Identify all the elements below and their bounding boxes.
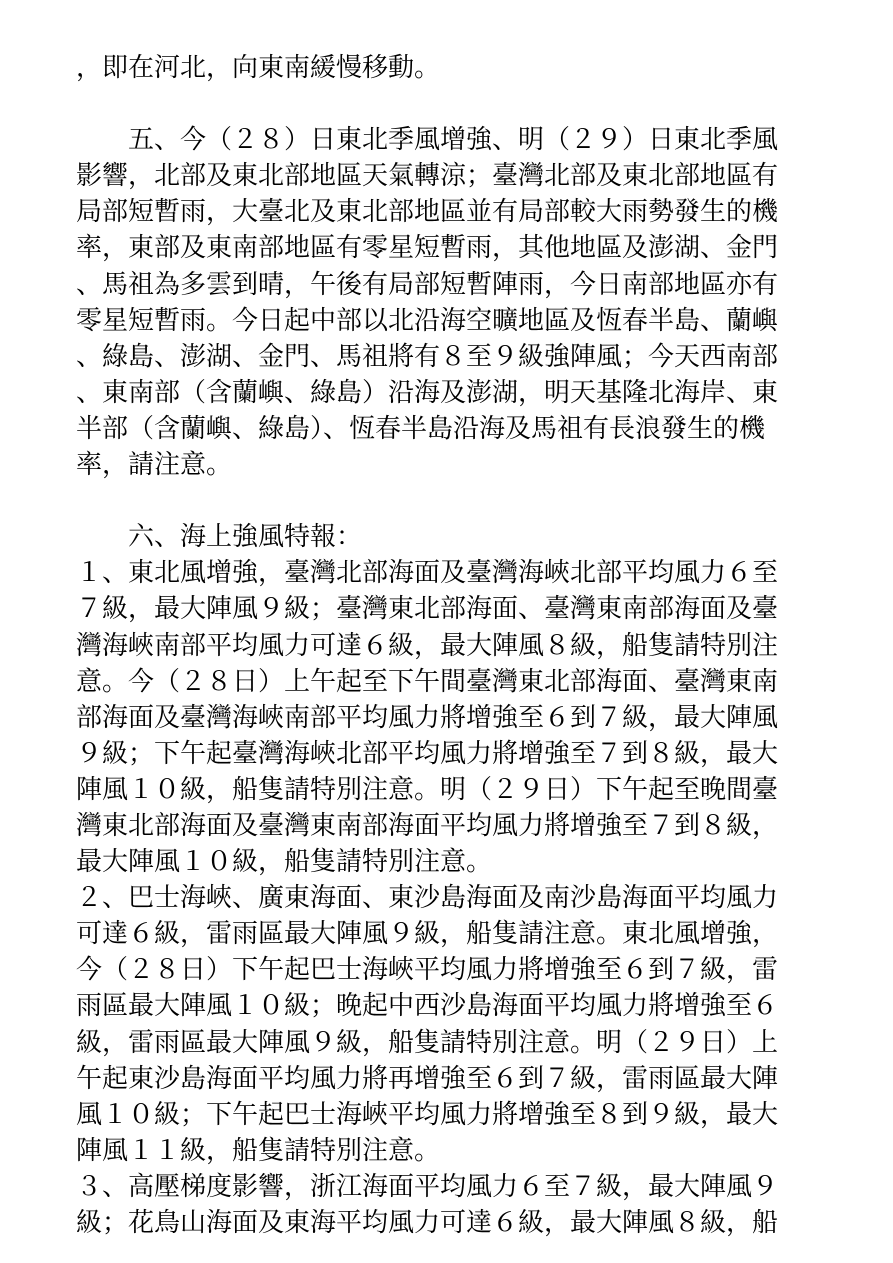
text-line: 局部短暫雨，大臺北及東北部地區並有局部較大雨勢發生的機 [76,197,779,228]
text-line: 雨區最大陣風１０級；晚起中西沙島海面平均風力將增強至６ [76,991,779,1022]
text-line: 率，請注意。 [76,450,233,481]
paragraph-gap [76,483,808,519]
text-line: ７級，最大陣風９級；臺灣東北部海面、臺灣東南部海面及臺 [76,594,779,625]
text-line: 意。今（２８日）上午起至下午間臺灣東北部海面、臺灣東南 [76,666,779,697]
text-line: 六、海上強風特報： [76,522,363,553]
text-line: 影響，北部及東北部地區天氣轉涼；臺灣北部及東北部地區有 [76,161,779,192]
text-line: ３、高壓梯度影響，浙江海面平均風力６至７級，最大陣風９ [76,1171,779,1202]
text-line: 率，東部及東南部地區有零星短暫雨，其他地區及澎湖、金門 [76,233,779,264]
text-line: 、綠島、澎湖、金門、馬祖將有８至９級強陣風；今天西南部 [76,341,779,372]
text-line: 午起東沙島海面平均風力將再增強至６到７級，雷雨區最大陣 [76,1063,779,1094]
text-line: 灣東北部海面及臺灣東南部海面平均風力將增強至７到８級， [76,810,779,841]
document-body [76,50,808,1241]
text-line: 級；花鳥山海面及東海平均風力可達６級，最大陣風８級，船 [76,1208,779,1238]
text-line: ９級；下午起臺灣海峽北部平均風力將增強至７到８級，最大 [76,738,779,769]
text-line: 今（２８日）下午起巴士海峽平均風力將增強至６到７級，雷 [76,955,779,986]
text-line: 灣海峽南部平均風力可達６級，最大陣風８級，船隻請特別注 [76,630,779,661]
text-line: 陣風１１級，船隻請特別注意。 [76,1135,441,1166]
text-line: 級，雷雨區最大陣風９級，船隻請特別注意。明（２９日）上 [76,1027,779,1058]
text-line: 、東南部（含蘭嶼、綠島）沿海及澎湖，明天基隆北海岸、東 [76,377,779,408]
text-line: 最大陣風１０級，船隻請特別注意。 [76,847,493,878]
text-line: ，即在河北，向東南緩慢移動。 [76,53,441,83]
text-line: 半部（含蘭嶼、綠島）、恆春半島沿海及馬祖有長浪發生的機 [76,413,766,444]
text-line: 零星短暫雨。今日起中部以北沿海空曠地區及恆春半島、蘭嶼 [76,305,779,336]
text-line: 可達６級，雷雨區最大陣風９級，船隻請注意。東北風增強， [76,919,779,950]
paragraph-gap [76,86,808,122]
text-line: 部海面及臺灣海峽南部平均風力將增強至６到７級，最大陣風 [76,702,779,733]
text-line: 五、今（２８）日東北季風增強、明（２９）日東北季風 [76,125,779,156]
text-line: 風１０級；下午起巴士海峽平均風力將增強至８到９級，最大 [76,1099,779,1130]
text-line: 、馬祖為多雲到晴，午後有局部短暫陣雨，今日南部地區亦有 [76,269,779,300]
text-line: 陣風１０級，船隻請特別注意。明（２９日）下午起至晚間臺 [76,774,779,805]
text-line: １、東北風增強，臺灣北部海面及臺灣海峽北部平均風力６至 [76,558,779,589]
text-line: ２、巴士海峽、廣東海面、東沙島海面及南沙島海面平均風力 [76,883,779,914]
